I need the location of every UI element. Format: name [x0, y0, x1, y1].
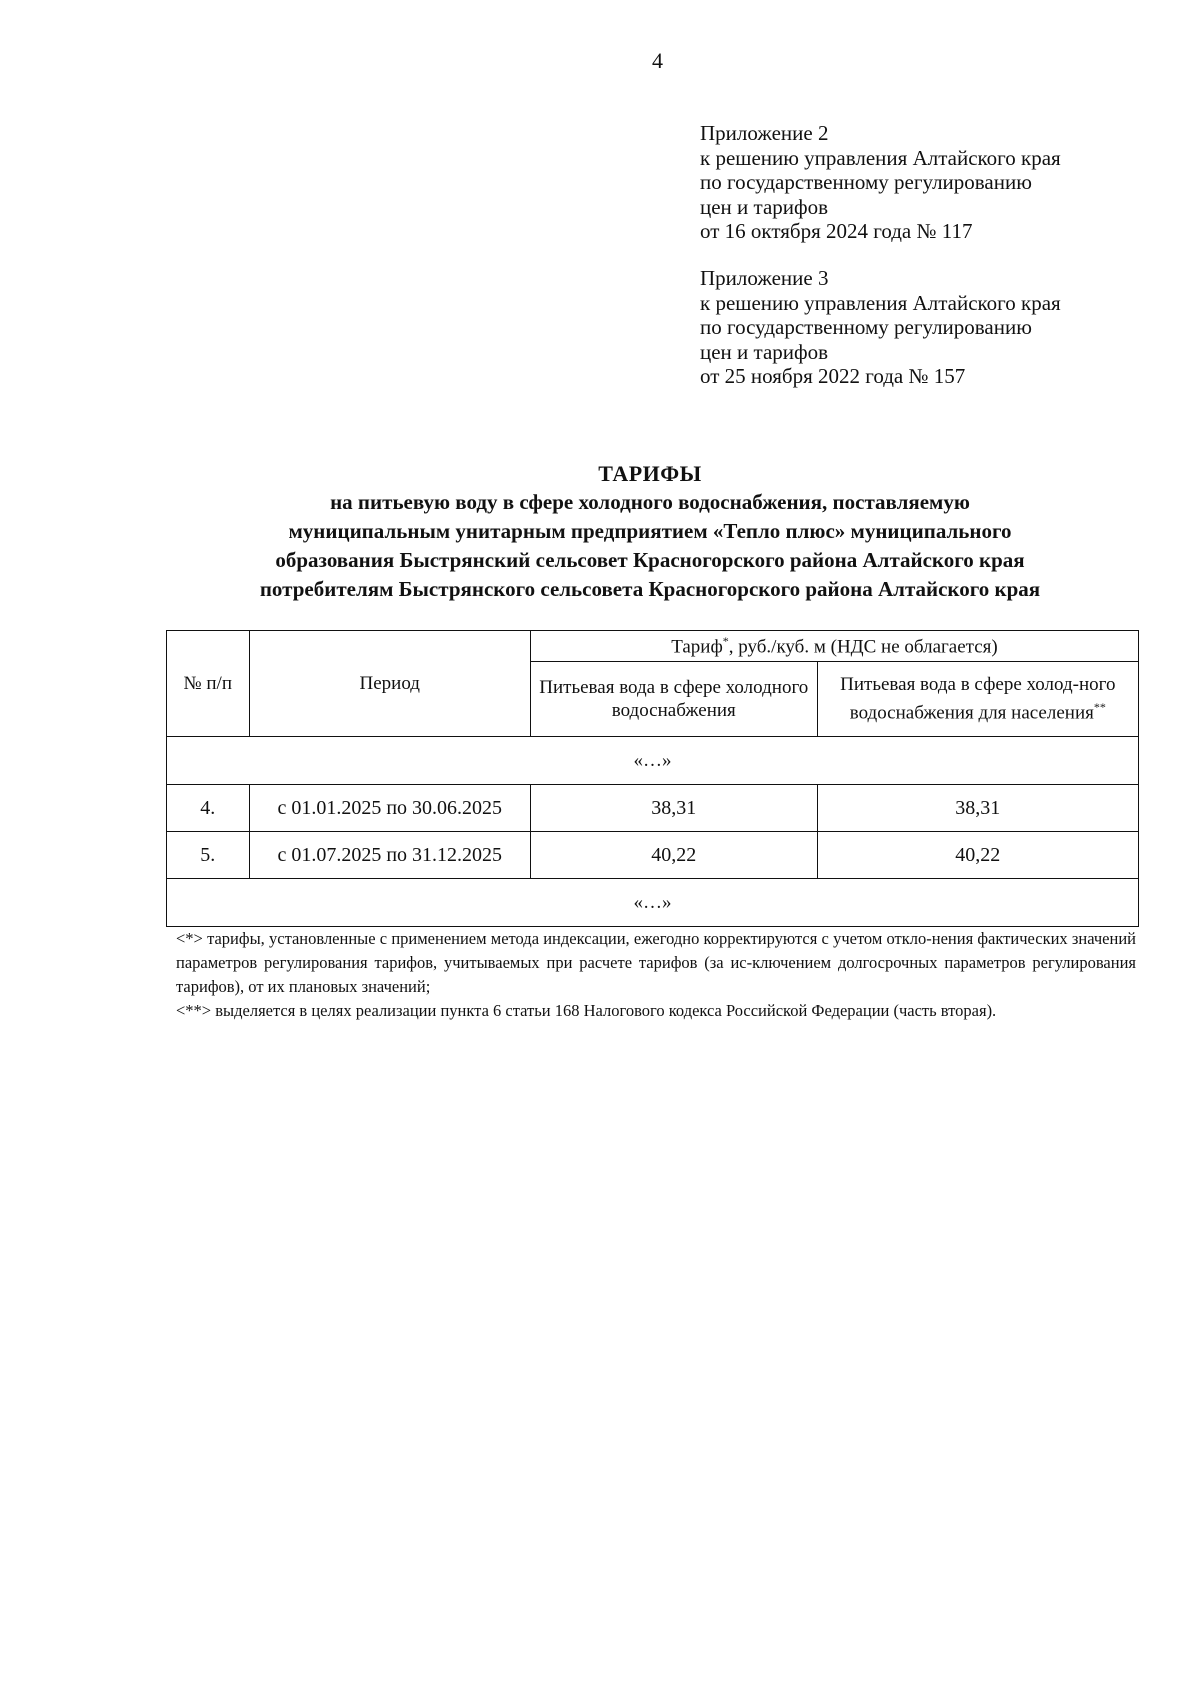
header-tariff-label: Тариф — [671, 636, 723, 658]
header-tariff-mark: * — [722, 633, 729, 648]
appendix-2-line: Приложение 2 — [700, 121, 829, 145]
appendix-2-header — [700, 121, 1061, 244]
row-num: 4. — [167, 785, 250, 832]
table-header-row — [167, 631, 1139, 662]
tariff-table — [166, 630, 1139, 927]
header-col-a: Питьевая вода в сфере холодного водоснабжения — [530, 662, 817, 737]
title-line: муниципальным унитарным предприятием «Тепло плюс» муниципального — [288, 519, 1012, 543]
appendix-3-line: от 25 ноября 2022 года № 157 — [700, 364, 966, 388]
appendix-3-line: цен и тарифов — [700, 339, 829, 364]
table-row — [167, 832, 1139, 879]
row-num: 5. — [167, 832, 250, 879]
appendix-3-header — [700, 266, 1061, 389]
appendix-2-line: к решению управления Алтайского края — [700, 145, 1061, 170]
appendix-2-line: по государственному регулированию — [700, 170, 1032, 194]
appendix-3-line: по государственному регулированию — [700, 315, 1032, 339]
header-col-b-label: Питьевая вода в сфере холод-ного водоснабжения для населения — [840, 674, 1116, 724]
footnote-2: <**> выделяется в целях реализации пункта 6 статьи 168 Налогового кодекса Российской Федерации (часть вторая). — [176, 1001, 997, 1020]
header-tariff — [530, 631, 1138, 662]
appendix-2-line: цен и тарифов — [700, 194, 829, 219]
header-period: Период — [249, 631, 530, 737]
document-title — [150, 459, 1150, 604]
header-tariff-unit: , руб./куб. м (НДС не облагается) — [728, 636, 998, 658]
table-row-ellipsis — [167, 737, 1139, 785]
header-col-b — [817, 662, 1138, 737]
title-line: на питьевую воду в сфере холодного водоснабжения, поставляемую — [330, 490, 970, 514]
row-period: с 01.01.2025 по 30.06.2025 — [249, 785, 530, 832]
header-col-b-mark: ** — [1093, 700, 1106, 715]
appendix-3-line: Приложение 3 — [700, 266, 829, 290]
row-tariff-a: 38,31 — [530, 785, 817, 832]
appendix-3-line: к решению управления Алтайского края — [700, 290, 1061, 315]
title-line: потребителям Быстрянского сельсовета Красногорского района Алтайского края — [259, 577, 1041, 601]
ellipsis-cell: «…» — [167, 737, 1139, 785]
row-period: с 01.07.2025 по 31.12.2025 — [249, 832, 530, 879]
table-row — [167, 785, 1139, 832]
row-tariff-a: 40,22 — [530, 832, 817, 879]
row-tariff-b: 40,22 — [817, 832, 1138, 879]
table-row-ellipsis — [167, 879, 1139, 927]
footnote-1: <*> тарифы, установленные с применением метода индексации, ежегодно корректируются с учетом откло-нения фактических значений параметров регулирования тарифов, учитываемых при расчете тарифов (за ис-ключением долгосрочных параметров регулирования тарифов), от их плановых значений; — [176, 929, 1136, 996]
row-tariff-b: 38,31 — [817, 785, 1138, 832]
footnotes — [176, 927, 1136, 1023]
appendix-2-line: от 16 октября 2024 года № 117 — [700, 219, 973, 243]
ellipsis-cell: «…» — [167, 879, 1139, 927]
title-line: образования Быстрянский сельсовет Красногорского района Алтайского края — [275, 548, 1025, 572]
title-main: ТАРИФЫ — [598, 461, 702, 486]
page-number: 4 — [652, 48, 663, 73]
header-num: № п/п — [167, 631, 250, 737]
